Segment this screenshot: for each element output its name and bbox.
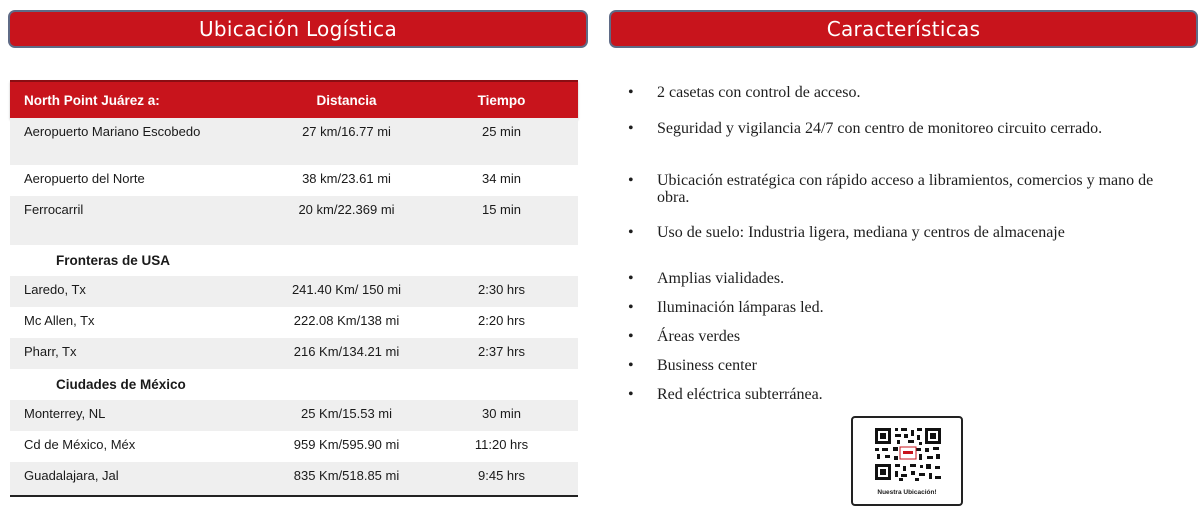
logistics-location-banner [8, 10, 588, 48]
section-mexico-cities [10, 369, 578, 400]
features-title: Características [826, 17, 981, 41]
row-place: Cd de México, Méx [24, 437, 136, 452]
row-time: 9:45 hrs [478, 468, 525, 483]
feature-text: Red eléctrica subterránea. [657, 386, 823, 403]
section-usa-borders [10, 245, 578, 276]
table-row [10, 462, 578, 495]
qr-code-card[interactable] [851, 416, 963, 506]
row-distance: 216 Km/134.21 mi [293, 344, 400, 359]
row-time: 2:20 hrs [478, 313, 525, 328]
header-origin: North Point Juárez a: [24, 92, 160, 108]
feature-text: Seguridad y vigilancia 24/7 con centro de monitoreo circuito cerrado. [657, 120, 1103, 137]
table-row [10, 431, 578, 462]
row-place: Guadalajara, Jal [24, 468, 119, 483]
distance-table [10, 80, 578, 497]
feature-text: 2 casetas con control de acceso. [657, 84, 861, 101]
row-time: 15 min [481, 202, 522, 217]
feature-text: Business center [657, 357, 757, 374]
feature-text: Amplias vialidades. [657, 270, 785, 287]
feature-text: Áreas verdes [657, 328, 741, 345]
feature-text: Ubicación estratégica con rápido acceso a libramientos, comercios y mano de obra. [657, 172, 1154, 206]
table-row [10, 400, 578, 431]
table-header [10, 80, 578, 118]
row-place: Laredo, Tx [24, 282, 86, 297]
row-time: 2:30 hrs [478, 282, 525, 297]
table-row [10, 165, 578, 196]
bullet-icon: • [628, 328, 634, 345]
row-time: 25 min [481, 124, 522, 139]
row-place: Aeropuerto del Norte [24, 171, 145, 186]
feature-text: Iluminación lámparas led. [657, 299, 824, 316]
row-distance: 959 Km/595.90 mi [293, 437, 400, 452]
row-place: Mc Allen, Tx [24, 313, 95, 328]
row-time: 11:20 hrs [474, 437, 529, 452]
section-label: Ciudades de México [56, 377, 186, 392]
header-distance: Distancia [316, 92, 377, 108]
row-time: 30 min [481, 406, 522, 421]
row-place: Aeropuerto Mariano Escobedo [24, 124, 201, 139]
row-place: Ferrocarril [24, 202, 84, 217]
table-row [10, 118, 578, 165]
row-time: 2:37 hrs [478, 344, 525, 359]
qr-code-icon[interactable] [873, 426, 943, 482]
header-time: Tiempo [477, 92, 526, 108]
row-distance: 835 Km/518.85 mi [293, 468, 400, 483]
bullet-icon: • [628, 84, 634, 101]
row-distance: 25 Km/15.53 mi [300, 406, 393, 421]
table-bottom-rule [10, 495, 578, 497]
row-distance: 27 km/16.77 mi [302, 124, 391, 139]
row-time: 34 min [481, 171, 522, 186]
table-row [10, 338, 578, 369]
row-place: Monterrey, NL [24, 406, 106, 421]
section-label: Fronteras de USA [56, 253, 171, 268]
bullet-icon: • [628, 357, 634, 374]
table-row [10, 196, 578, 245]
qr-caption: Nuestra Ubicación! [877, 489, 937, 496]
bullet-icon: • [628, 270, 634, 287]
table-row [10, 307, 578, 338]
row-distance: 241.40 Km/ 150 mi [291, 282, 402, 297]
bullet-icon: • [628, 386, 634, 403]
bullet-icon: • [628, 172, 634, 189]
row-place: Pharr, Tx [24, 344, 77, 359]
bullet-icon: • [628, 224, 634, 241]
bullet-icon: • [628, 299, 634, 316]
logistics-location-title: Ubicación Logística [198, 17, 397, 41]
feature-text: Uso de suelo: Industria ligera, mediana y centros de almacenaje [657, 224, 1065, 241]
table-row [10, 276, 578, 307]
row-distance: 20 km/22.369 mi [298, 202, 395, 217]
features-banner [609, 10, 1198, 48]
row-distance: 38 km/23.61 mi [302, 171, 391, 186]
row-distance: 222.08 Km/138 mi [293, 313, 400, 328]
bullet-icon: • [628, 120, 634, 137]
